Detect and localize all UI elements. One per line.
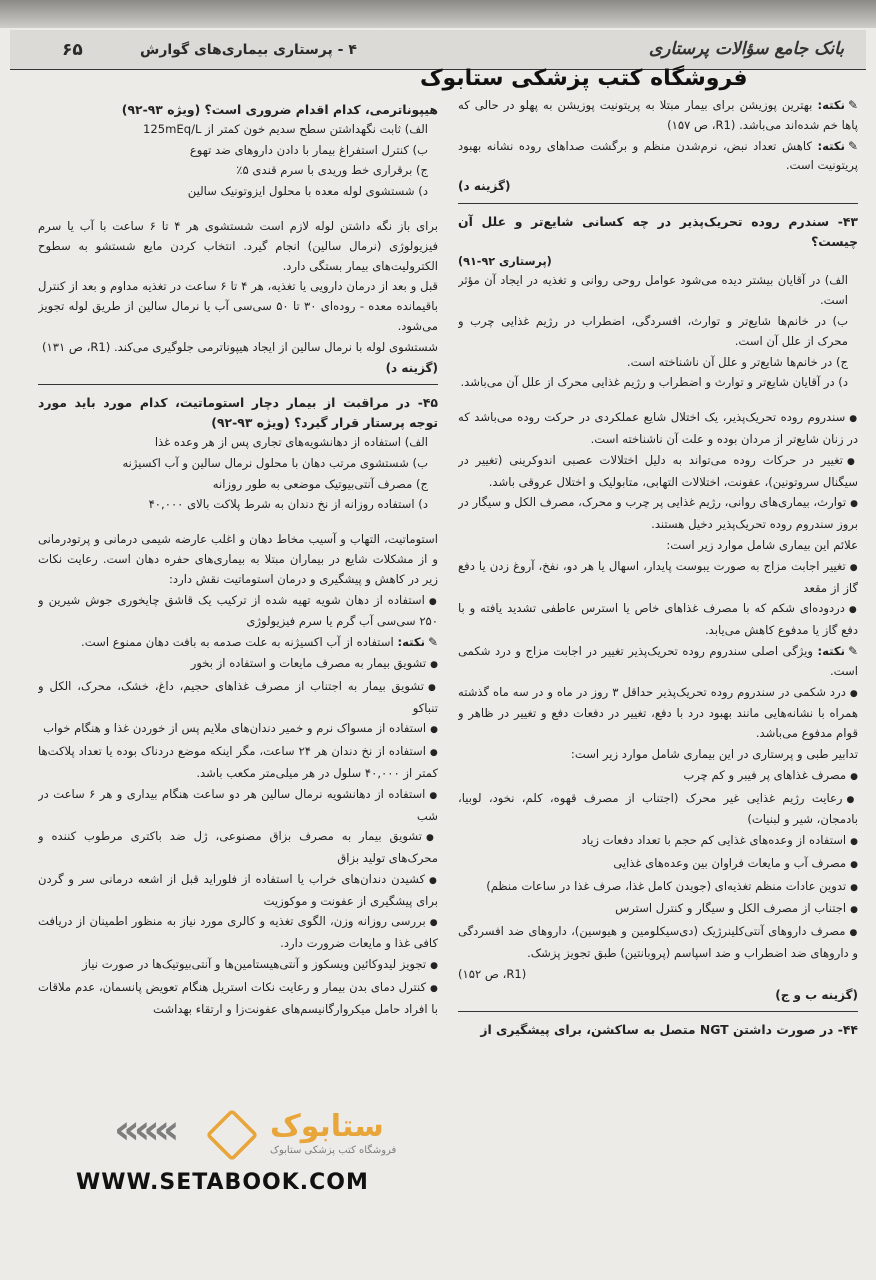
left-column [38,96,438,1176]
q43-option-b: ب) در خانم‌ها شایع‌تر و توارث، افسردگی، اضطراب در رژیم غذایی چرب و محرک از علل آن است. [458,313,848,348]
stomatitis-bullet: ● تشویق بیمار به اجتناب از مصرف غذاهای حجیم، داغ، خشک، محرک، الکل و تنباکو [38,677,438,719]
note-4: ✎نکته: استفاده از آب اکسیژنه به علت صدمه به بافت دهان ممنوع است. [81,635,438,650]
q44-option-a: الف) ثابت نگهداشتن سطح سدیم خون کمتر از 125mEq/L [143,121,428,136]
q44-option-d: د) شستشوی لوله معده با محلول ایزوتونیک سالین [187,184,428,199]
q43-option-c: ج) در خانم‌ها شایع‌تر و علل آن ناشناخته است. [626,354,848,369]
care-item: ● مصرف داروهای آنتی‌کلینرژیک (دی‌سیکلومین و هیوسین)، داروهای ضد افسردگی و داروهای ضد اضطراب و ضد اسپاسم (پروبانتین) طبق تجویز پزشک. [458,922,858,964]
answer-42: (گزینه د) [458,179,511,194]
q45-explanation: استوماتیت، التهاب و آسیب مخاط دهان و اغلب عارضه شیمی درمانی و پرتودرمانی و از مشکلات شایع در بیماران مبتلا به بیماری‌های حفره دهان است. رعایت نکات زیر در کاهش و پیشگیری و درمان استوماتیت نقش دارد: [38,532,438,586]
question-45-title: ۴۵- در مراقبت از بیمار دچار استوماتیت، کدام مورد باید مورد توجه پرستار قرار گیرد؟ (ویژه ۹۳-۹۲) [38,395,438,431]
note-icon: ✎ [847,138,858,153]
question-44-title-cont: هیپوناترمی، کدام اقدام ضروری است؟ (ویژه ۹۳-۹۲) [121,102,438,117]
q43-bullet: ● سندروم روده تحریک‌پذیر، یک اختلال شایع عملکردی در حرکت روده می‌باشد که در زنان شایع‌تر از مردان بوده و علت آن ناشناخته است. [458,408,858,450]
question-separator [38,384,438,385]
logo-box-icon [206,1109,259,1162]
q44-explanation: قبل و بعد از درمان دارویی یا تغذیه، هر ۴ تا ۶ ساعت در تغذیه مداوم و بعد از کنترل باقیمانده معده - روده‌ای ۳۰ تا ۵۰ سی‌سی آب یا نرمال سالین از طریق لوله تجویز می‌شود. [38,279,438,333]
book-title: بانک جامع سؤالات پرستاری [648,39,844,59]
care-intro: تدابیر طبی و پرستاری در این بیماری شامل موارد زیر است: [570,746,858,761]
note-icon: ✎ [847,643,858,658]
q44-explanation: شستشوی لوله با نرمال سالین از ایجاد هیپوناترمی جلوگیری می‌کند. (R1، ص ۱۳۱) [41,339,438,354]
q43-option-d: د) در آقایان شایع‌تر و توارث و اضطراب و رژیم غذایی محرک از علل آن می‌باشد. [460,375,848,390]
note-2: ✎نکته: کاهش تعداد نبض، نرم‌شدن منظم و برگشت صداهای روده نشانه بهبود پریتونیت است. [458,138,858,173]
page-header [10,30,866,70]
stomatitis-bullet: ● استفاده از دهان شویه تهیه شده از ترکیب یک قاشق چایخوری جوش شیرین و ۲۵۰ سی‌سی آب گرم یا سرم فیزیولوژی [38,591,438,633]
chapter-title: ۴ - پرستاری بیماری‌های گوارش [140,42,357,58]
watermark-url: WWW.SETABOOK.COM [76,1170,369,1195]
q45-option-a: الف) استفاده از دهانشویه‌های تجاری پس از هر وعده غذا [154,434,428,449]
pain-bullet: ● درد شکمی در سندروم روده تحریک‌پذیر حداقل ۳ روز در ماه و در سه ماه گذشته همراه با نشانه‌هایی مانند بهبود درد با دفع، تغییر در دفعات دفع و تغییر در ظاهر و قوام مدفوع می‌باشد. [458,683,858,744]
care-item: ● اجتناب از مصرف الکل و سیگار و کنترل استرس [458,899,858,921]
q45-option-c: ج) مصرف آنتی‌بیوتیک موضعی به طور روزانه [212,476,428,491]
note-3: ✎نکته: ویژگی اصلی سندروم روده تحریک‌پذیر تغییر در اجابت مزاج و درد شکمی است. [458,643,858,678]
chevron-left-icon: ««« [114,1107,174,1153]
watermark-top-text: فروشگاه کتب پزشکی ستابوک [420,66,748,91]
care-item: ● تدوین عادات منظم تغذیه‌ای (جویدن کامل غذا، صرف غذا در ساعات منظم) [458,877,858,899]
q45-option-d: د) استفاده روزانه از نخ دندان به شرط پلاکت بالای ۴۰,۰۰۰ [148,497,428,512]
symptom-item: ● دردوده‌ای شکم که با مصرف غذاهای خاص یا استرس عاطفی تشدید یافته و با دفع گاز یا مدفوع کاهش می‌یابد. [458,599,858,641]
symptom-item: ● تغییر اجابت مزاج به صورت یبوست پایدار، اسهال یا هر دو، نفخ، آروغ زدن یا دفع گاز از مقعد [458,557,858,599]
stomatitis-bullet: ● تشویق بیمار به مصرف بزاق مصنوعی، ژل ضد باکتری مرطوب کننده و محرک‌های تولید بزاق [38,827,438,869]
q44-option-b: ب) کنترل استفراغ بیمار با دادن داروهای ضد تهوع [189,142,428,157]
note-icon: ✎ [427,635,438,650]
note-icon: ✎ [847,98,858,112]
q45-option-b: ب) شستشوی مرتب دهان با محلول نرمال سالین و آب اکسیژنه [122,455,428,470]
answer-44: (گزینه د) [385,360,438,375]
q44-explanation: برای باز نگه داشتن لوله لازم است شستشوی هر ۴ تا ۶ ساعت با آب یا سرم فیزیولوژی (نرمال سالین) انجام گیرد. انتخاب کردن مایع شستشو به سطوح الکترولیت‌های بیمار بستگی دارد. [38,218,438,273]
question-44-title: ۴۴- در صورت داشتن NGT متصل به ساکشن، برای پیشگیری از [480,1022,858,1038]
q43-bullet: ● تغییر در حرکات روده می‌تواند به دلیل اختلالات عصبی اندوکرینی (تغییر در سیگنال سروتونین)، عفونت، اختلالات التهابی، متابولیک و اختلال عروقی باشد. [458,451,858,493]
stomatitis-bullet: ● تجویز لیدوکائین ویسکوز و آنتی‌هیستامین‌ها و آنتی‌بیوتیک‌ها در صورت نیاز [38,955,438,977]
stomatitis-bullet: ● تشویق بیمار به مصرف مایعات و استفاده از بخور [38,654,438,676]
reference-43: (R1، ص ۱۵۲) [458,966,527,981]
stomatitis-bullet: ● بررسی روزانه وزن، الگوی تغذیه و کالری مورد نیاز به منظور اطمینان از دریافت کافی غذا و مایعات ضرورت دارد. [38,912,438,954]
logo-brand-text: ستابوک [270,1109,384,1144]
care-item: ● استفاده از وعده‌های غذایی کم حجم با تعداد دفعات زیاد [458,831,858,853]
stomatitis-bullet: ● کنترل دمای بدن بیمار و رعایت نکات استریل هنگام تعویض پانسمان، عدم ملاقات با افراد حامل میکروارگانیسم‌های عفونت‌زا و ارتقاء بهداشت [38,978,438,1020]
q44-option-c: ج) برقراری خط وریدی با سرم قندی ۵٪ [236,163,428,178]
question-separator [458,1011,858,1012]
symptoms-intro: علائم این بیماری شامل موارد زیر است: [666,537,858,552]
page-top-shadow [0,0,876,28]
setabook-logo [110,1105,397,1165]
care-item: ● رعایت رژیم غذایی غیر محرک (اجتناب از مصرف قهوه، کلم، نخود، لوبیا، بادمجان، شیر و لبنیات) [458,789,858,831]
stomatitis-bullet: ● استفاده از مسواک نرم و خمیر دندان‌های ملایم پس از خوردن غذا و هنگام خواب [38,719,438,741]
answer-43: (گزینه ب و ج) [775,987,858,1002]
care-item: ● مصرف غذاهای پر فیبر و کم چرب [458,766,858,788]
question-43-title: ۴۳- سندرم روده تحریک‌پذیر در چه کسانی شایع‌تر و علل آن چیست؟ [458,213,858,249]
right-column [458,96,858,1196]
question-separator [458,203,858,204]
stomatitis-bullet: ● استفاده از دهانشویه نرمال سالین هر دو ساعت هنگام بیداری و هر ۶ ساعت در شب [38,785,438,827]
stomatitis-bullet: ● استفاده از نخ دندان هر ۲۴ ساعت، مگر اینکه موضع دردناک بوده یا تعداد پلاکت‌ها کمتر از ۴۰,۰۰۰ سلول در هر میلی‌متر مکعب باشد. [38,742,438,784]
note-1: ✎نکته: بهترین پوزیشن برای بیمار مبتلا به پریتونیت پوزیشن به پهلو در حالی که پاها خم شده‌اند می‌باشد. (R1، ص ۱۵۷) [458,98,858,132]
q43-option-a: الف) در آقایان بیشتر دیده می‌شود عوامل روحی روانی و تغذیه در ایجاد آن مؤثر است. [458,273,848,308]
question-43-meta: (پرستاری ۹۲-۹۱) [458,254,552,268]
page-number: ۶۵ [62,40,83,60]
stomatitis-bullet: ● کشیدن دندان‌های خراب یا استفاده از فلوراید قبل از اشعه درمانی سر و گردن برای پیشگیری از عفونت و موکوزیت [38,870,438,912]
q43-bullet: ● توارث، بیماری‌های روانی، رژیم غذایی پر چرب و محرک، مصرف الکل و سیگار در بروز سندروم روده تحریک‌پذیر دخیل هستند. [458,493,858,535]
care-item: ● مصرف آب و مایعات فراوان بین وعده‌های غذایی [458,854,858,876]
logo-brand-subtext: فروشگاه کتب پزشکی ستابوک [270,1145,397,1156]
